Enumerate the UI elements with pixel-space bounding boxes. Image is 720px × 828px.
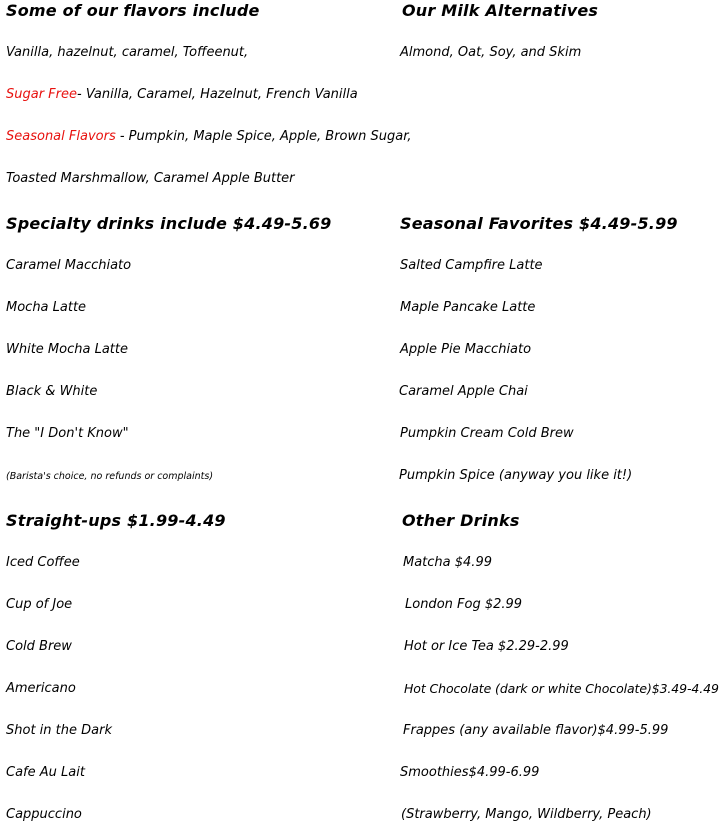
specialty-note: (Barista's choice, no refunds or complaints) [6,471,214,482]
seasonal-favorite-item: Caramel Apple Chai [399,384,528,399]
other-drink-item: Smoothies$4.99-6.99 [400,765,540,780]
specialty-item: Caramel Macchiato [6,258,132,273]
other-drink-item: Hot Chocolate (dark or white Chocolate)$3.49-4.49 [404,681,719,696]
flavors-heading: Some of our flavors include [6,1,260,20]
straight-up-item: Shot in the Dark [6,723,112,738]
straight-up-item: Americano [6,681,76,696]
seasonal-favorite-item: Salted Campfire Latte [400,258,543,273]
flavors-regular: Vanilla, hazelnut, caramel, Toffeenut, [6,45,249,60]
milk-heading: Our Milk Alternatives [402,1,599,20]
sugar-free-items: - Vanilla, Caramel, Hazelnut, French Vanilla [77,87,358,102]
specialty-item: Black & White [6,384,98,399]
straight-up-item: Cappuccino [6,807,82,822]
straight-ups-heading: Straight-ups $1.99-4.49 [6,511,226,530]
straight-up-item: Cold Brew [6,639,72,654]
seasonal-flavors-items: - Pumpkin, Maple Spice, Apple, Brown Sugar, [115,129,412,144]
seasonal-flavors-continued: Toasted Marshmallow, Caramel Apple Butter [6,171,295,186]
other-drink-item: London Fog $2.99 [405,597,523,612]
specialty-item: The "I Don't Know" [6,426,129,441]
other-drink-item: (Strawberry, Mango, Wildberry, Peach) [401,807,652,822]
other-drinks-heading: Other Drinks [402,511,520,530]
other-drink-item: Hot or Ice Tea $2.29-2.99 [404,639,569,654]
seasonal-favorite-item: Maple Pancake Latte [400,300,536,315]
seasonal-favorites-heading: Seasonal Favorites $4.49-5.99 [400,214,678,233]
sugar-free-label: Sugar Free [6,87,78,102]
sugar-free-line [6,87,358,103]
straight-up-item: Cafe Au Lait [6,765,85,780]
specialty-item: Mocha Latte [6,300,87,315]
specialty-heading: Specialty drinks include $4.49-5.69 [6,214,332,233]
seasonal-flavors-label: Seasonal Flavors [6,129,116,144]
seasonal-flavors-line [6,129,412,145]
other-drink-item: Matcha $4.99 [403,555,492,570]
seasonal-favorite-item: Pumpkin Cream Cold Brew [400,426,574,441]
milk-items: Almond, Oat, Soy, and Skim [400,45,582,60]
seasonal-favorite-item: Pumpkin Spice (anyway you like it!) [399,468,633,483]
seasonal-favorite-item: Apple Pie Macchiato [400,342,532,357]
other-drink-item: Frappes (any available flavor)$4.99-5.99 [403,723,669,738]
specialty-item: White Mocha Latte [6,342,128,357]
straight-up-item: Iced Coffee [6,555,80,570]
straight-up-item: Cup of Joe [6,597,73,612]
